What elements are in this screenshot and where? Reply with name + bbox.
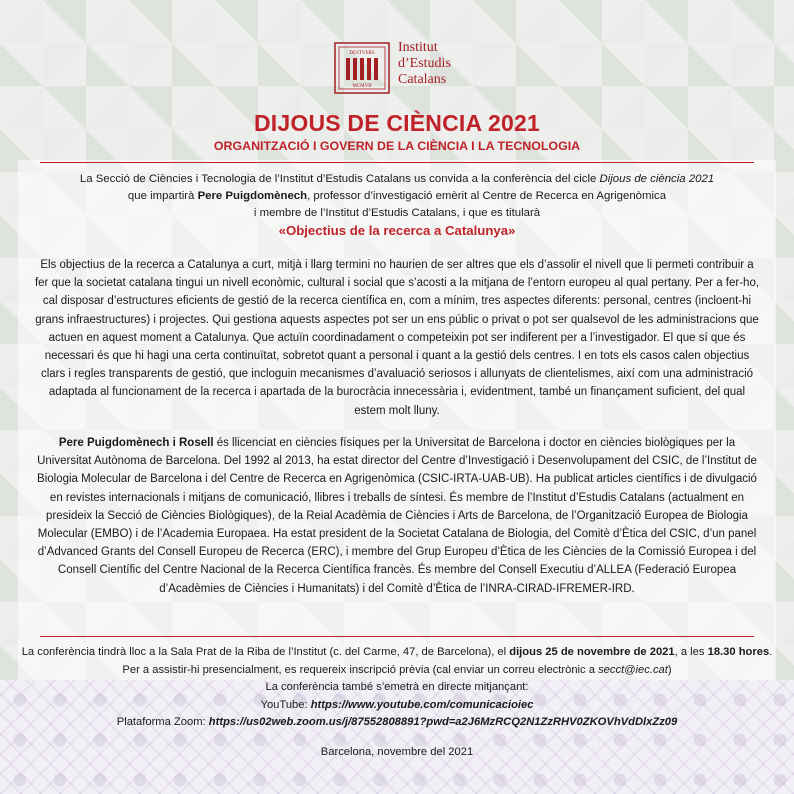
seal-text-bottom: MCMVII	[352, 84, 372, 89]
bio-name: Pere Puigdomènech i Rosell	[58, 437, 214, 449]
event-date: dijous 25 de novembre de 2021	[509, 646, 675, 658]
intro-line-1: La Secció de Ciències i Tecnologia de l’Institut d’Estudis Catalans us convida a la conferència del cicle Dijous de ciència 2021	[79, 173, 715, 185]
bio-paragraph	[34, 434, 760, 598]
bottom-divider	[40, 636, 754, 637]
event-time: 18.30 hores	[707, 646, 770, 658]
venue-line: La conferència tindrà lloc a la Sala Prat de la Riba de l’Institut (c. del Carme, 47, de Barcelona), el dijous 25 de novembre de 2021, a les 18.30 hores.	[21, 646, 773, 658]
event-subtitle: ORGANITZACIÓ I GOVERN DE LA CIÈNCIA I LA TECNOLOGIA	[213, 139, 581, 153]
footer-block	[20, 644, 774, 761]
seal-text-top: DESTVERS	[349, 51, 375, 56]
top-divider	[40, 162, 754, 163]
intro-line-2: que impartirà Pere Puigdomènech, professor d’investigació emèrit al Centre de Recerca en Agrigenòmica	[127, 190, 667, 202]
youtube-line: YouTube: https://www.youtube.com/comunicacioiec	[260, 698, 534, 711]
institution-name	[398, 40, 488, 88]
registration-line: Per a assistir-hi presencialment, es requereix inscripció prèvia (cal enviar un correu electrònic a secct@iec.cat)	[122, 663, 672, 676]
institution-name-line-2: d’Estudis	[398, 56, 451, 71]
institution-name-line-3: Catalans	[398, 72, 447, 87]
youtube-link[interactable]: https://www.youtube.com/comunicacioiec	[310, 698, 534, 711]
abstract-paragraph: Els objectius de la recerca a Catalunya a curt, mitjà i llarg termini no haurien de ser altres que els d’assolir el nivell que li permeti contribuir a fer que la societat catalana tingui un nivell econòmic, cultural i social que s’acosti a la mitjana de l’entorn europeu al qual pertany. Per a fer-ho, cal disposar d’estructures eficients de gestió de la recerca científica en, com a mínim, tres aspectes diferents: personal, centres (incloent-hi grans infraestructures) i projectes. Qui gestiona aquests aspectes pot ser un ens públic o privat o pot ser qualsevol de les administracions que actuen en aquest moment a Catalunya. Que actuïn coordinadament o competeixin pot ser indiferent per a l’investigador. El que sí que és necessari és que hi hagi una certa continuïtat, sobretot quant a personal i quant a la gestió dels centres. I en tots els casos calen objectius clars i regles transparents de gestió, que incloguin mecanismes d’avaluació seriosos i allunyats de clientelismes, així com una administració adaptada al funcionament de la recerca i apartada de la burocràcia innecessària i, evidentment, també un finançament suficient, del qual estem molt lluny.	[34, 259, 760, 417]
iec-logo	[334, 38, 474, 94]
place-date: Barcelona, novembre del 2021	[320, 745, 474, 758]
registration-email[interactable]: secct@iec.cat	[598, 663, 668, 676]
zoom-link[interactable]: https://us02web.zoom.us/j/87552808891?pwd=a2J6MzRCQ2N1ZzRHV0ZKOVhVdDlxZz09	[208, 716, 678, 728]
talk-title: «Objectius de la recerca a Catalunya»	[278, 223, 516, 238]
speaker-name: Pere Puigdomènech	[197, 190, 308, 202]
stream-intro: La conferència també s’emetrà en directe mitjançant:	[265, 681, 529, 693]
event-title: DIJOUS DE CIÈNCIA 2021	[253, 110, 541, 136]
cycle-name: Dijous de ciència 2021	[599, 173, 715, 185]
bio-text: és llicenciat en ciències físiques per la Universitat de Barcelona i doctor en ciències biològiques per la Universitat Autònoma de Barcelona. Del 1992 al 2013, ha estat director del Centre d’Investigació i Desenvolupament del CSIC, de l’Institut de Biologia Molecular de Barcelona i del Centre de Recerca en Agrigenòmica (CSIC-IRTA-UAB-UB). Ha publicat articles científics i de divulgació en revistes internacionals i mitjans de comunicació, llibres i treballs de síntesi. És membre de l’Institut d’Estudis Catalans (actualment en presideix la Secció de Ciències Biològiques), de la Reial Acadèmia de Ciències i Arts de Barcelona, de l’Organització Europea de Biologia Molecular (EMBO) i de l’Academia Europaea. Ha estat president de la Societat Catalana de Biologia, del Comitè d’Ètica del CSIC, d’un panel d’Advanced Grants del Consell Europeu de Recerca (ERC), i membre del Grup Europeu d’Ètica de les Ciències de la Comissió Europea i del Consell Científic del Centre Nacional de la Recerca Científica francès. És membre del Consell Executiu d’ALLEA (Federació Europea d’Acadèmies de Ciències i Humanitats) i del Comitè d’Ètica de l’INRA-CIRAD-IFREMER-IRD.	[37, 437, 757, 595]
iec-seal-icon	[334, 42, 390, 94]
intro-block	[30, 171, 764, 239]
institution-name-line-1: Institut	[398, 40, 438, 55]
intro-line-3: i membre de l’Institut d’Estudis Catalans, i que es titularà	[253, 207, 541, 219]
zoom-line: Plataforma Zoom: https://us02web.zoom.us/j/87552808891?pwd=a2J6MzRCQ2N1ZzRHV0ZKOVhVdDlxZz09	[116, 716, 678, 728]
